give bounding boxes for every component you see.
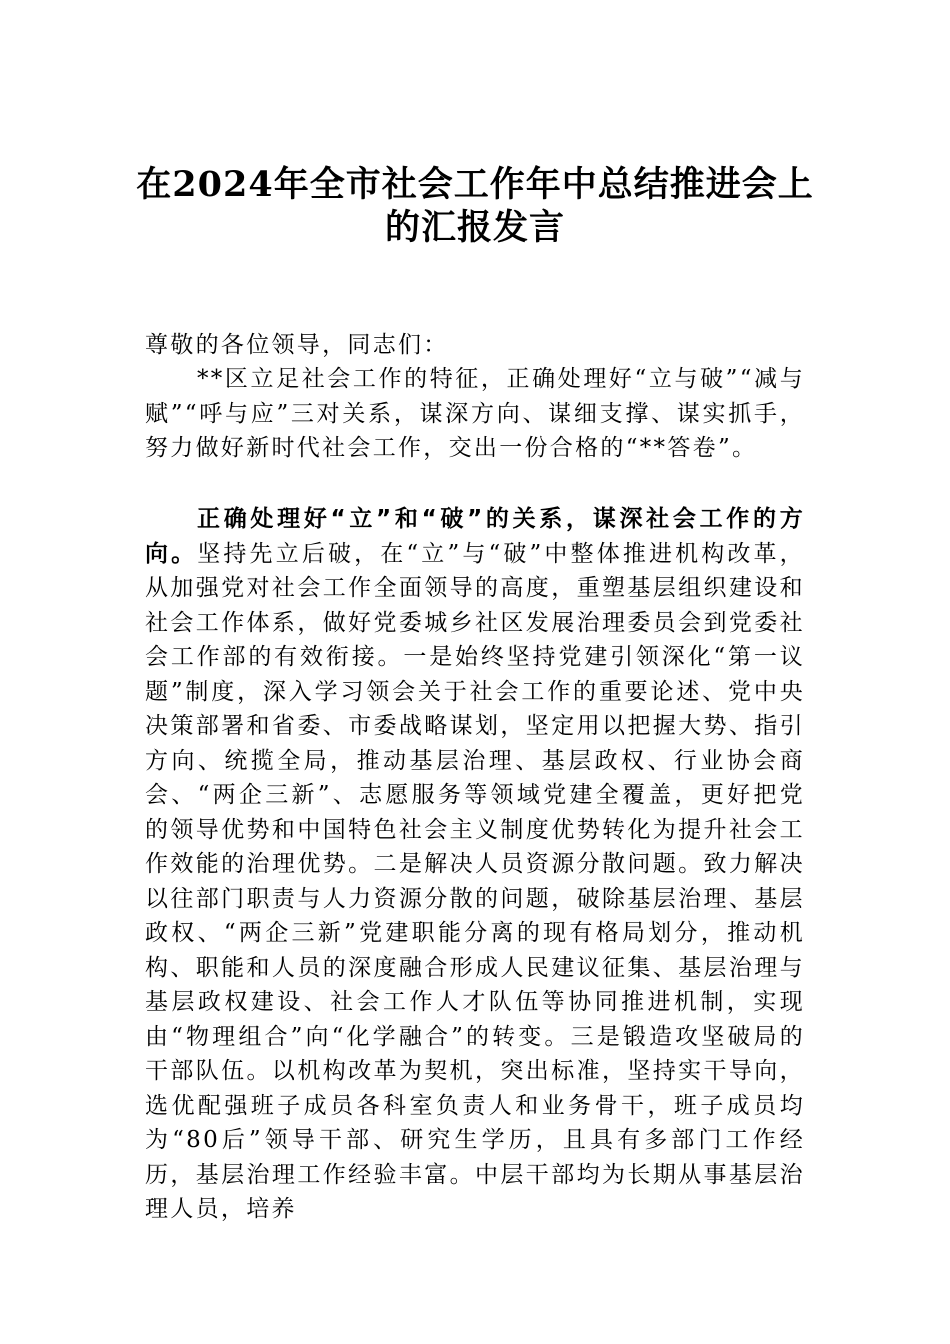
document-title-line2: 的汇报发言 <box>384 207 565 248</box>
document-title-line1: 在2024年全市社会工作年中总结推进会上 <box>136 164 814 205</box>
greeting: 尊敬的各位领导，同志们： <box>145 332 449 358</box>
section-body: 坚持先立后破，在“立”与“破”中整体推进机构改革，从加强党对社会工作全面领导的高度，重塑基层组织建设和社会工作体系，做好党委城乡社区发展治理委员会到党委社会工作部的有效衔接。一是始终坚持党建引领深化“第一议题”制度，深入学习领会关于社会工作的重要论述、党中央决策部署和省委、市委战略谋划，坚定用以把握大势、指引方向、统揽全局，推动基层治理、基层政权、行业协会商会、“两企三新”、志愿服务等领域党建全覆盖，更好把党的领导优势和中国特色社会主义制度优势转化为提升社会工作效能的治理优势。二是解决人员资源分散问题。致力解决以往部门职责与人力资源分散的问题，破除基层治理、基层政权、“两企三新”党建职能分离的现有格局划分，推动机构、职能和人员的深度融合形成人民建议征集、基层治理与基层政权建设、社会工作人才队伍等协同推进机制，实现由“物理组合”向“化学融合”的转变。三是锻造攻坚破局的干部队伍。以机构改革为契机，突出标准，坚持实干导向，选优配强班子成员各科室负责人和业务骨干，班子成员均为“80后”领导干部、研究生学历，且具有多部门工作经历，基层治理工作经验丰富。中层干部均为长期从事基层治理人员，培养 <box>145 540 805 1222</box>
paragraph-section-one <box>145 502 805 1227</box>
paragraph-intro: **区立足社会工作的特征，正确处理好“立与破”“减与赋”“呼与应”三对关系，谋深方向、谋细支撑、谋实抓手，努力做好新时代社会工作，交出一份合格的“**答卷”。 <box>145 366 805 461</box>
section-heading: 正确处理好“立”和“破”的关系，谋深社会工作的方向。 <box>145 506 805 567</box>
